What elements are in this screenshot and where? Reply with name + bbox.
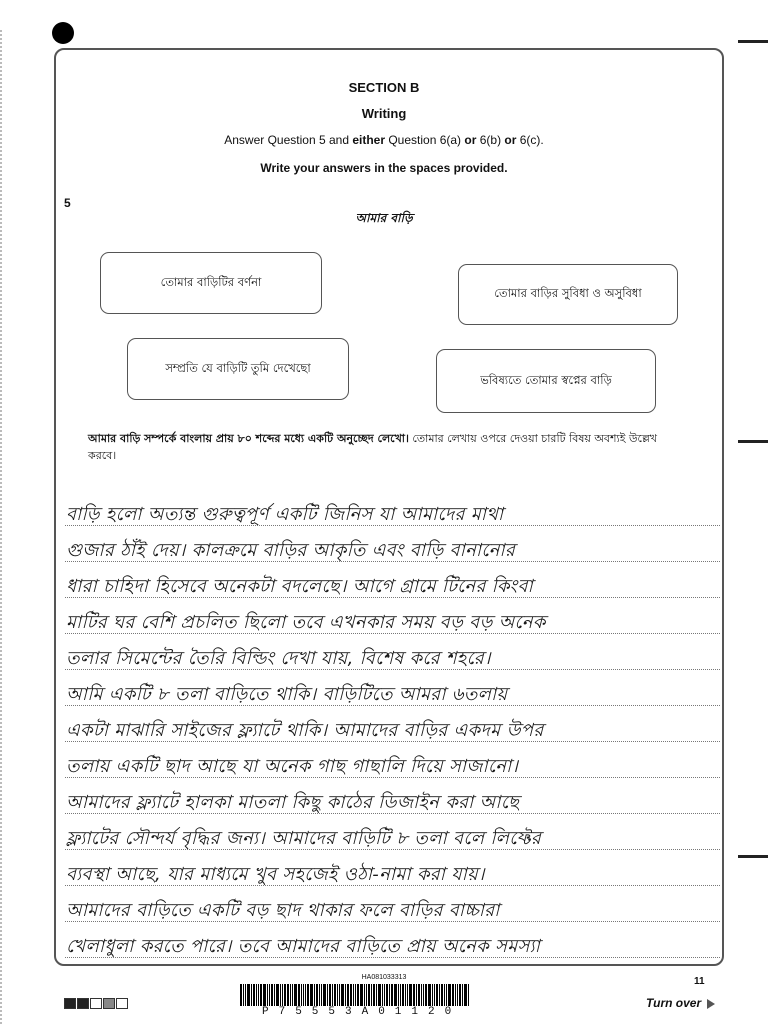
barcode [240,984,530,1006]
barcode-bar [332,984,333,1006]
barcode-bar [263,984,266,1006]
barcode-bar [260,984,262,1006]
barcode-bar [355,984,356,1006]
barcode-bar [314,984,315,1006]
barcode-bar [457,984,458,1006]
barcode-bar [303,984,304,1006]
barcode-bar [413,984,415,1006]
barcode-bar [423,984,424,1006]
barcode-bar [407,984,408,1006]
barcode-bar [319,984,320,1006]
topic-box: তোমার বাড়িটির বর্ণনা [100,252,322,314]
barcode-bar [441,984,443,1006]
barcode-bar [360,984,363,1006]
turn-over-label: Turn over [646,996,715,1010]
barcode-bar [455,984,456,1006]
barcode-bar [368,984,370,1006]
barcode-bar [446,984,447,1006]
section-subheading: Writing [361,106,407,121]
barcode-bar [373,984,375,1006]
handwritten-line: আমি একটি ৮ তলা বাড়িতে থাকি। বাড়িটিতে আমরা ৬তলায় [66,684,508,705]
barcode-bar [357,984,359,1006]
barcode-bar [405,984,406,1006]
handwritten-line: ধারা চাহিদা হিসেবে অনেকটা বদলেছে। আগে গ্রামে টিনের কিংবা [66,576,533,597]
question-title: আমার বাড়ি [355,211,413,225]
barcode-bar [251,984,252,1006]
barcode-bar [462,984,463,1006]
question-number: 5 [64,196,71,210]
topic-box: ভবিষ্যতে তোমার স্বপ্নের বাড়ি [436,349,656,413]
handwritten-line: তলায় একটি ছাদ আছে যা অনেক গাছ গাছালি দিয়ে সাজানো। [66,756,519,777]
margin-mark [738,855,768,858]
handwritten-line: ফ্ল্যাটের সৌন্দর্য বৃদ্ধির জন্য। আমাদের বাড়িটি ৮ তলা বলে লিফ্টের [66,828,542,849]
barcode-bar [334,984,336,1006]
handwritten-line: গুজার ঠাঁই দেয়। কালক্রমে বাড়ির আকৃতি এবং বাড়ি বানানোর [66,540,516,561]
handwritten-line: একটা মাঝারি সাইজের ফ্ল্যাটে থাকি। আমাদের বাড়ির একদম উপর [66,720,544,741]
topic-box: সম্প্রতি যে বাড়িটি তুমি দেখেছো [127,338,349,400]
barcode-bar [432,984,433,1006]
handwritten-line: মাটির ঘর বেশি প্রচলিত ছিলো তবে এখনকার সময় বড় বড় অনেক [66,612,546,633]
barcode-bar [402,984,404,1006]
barcode-bar [350,984,352,1006]
handwritten-line: বাড়ি হলো অত্যন্ত গুরুত্বপূর্ণ একটি জিনিস যা আমাদের মাথা [66,504,504,525]
barcode-bar [329,984,331,1006]
barcode-bar [274,984,275,1006]
perforation-line [0,30,4,1024]
barcode-bar [307,984,309,1006]
barcode-bar [345,984,346,1006]
barcode-bar [400,984,401,1006]
barcode-bar [428,984,431,1006]
barcode-bar [294,984,297,1006]
barcode-bar [353,984,354,1006]
barcode-digits: P75553A01120 [262,1006,462,1018]
barcode-bar [425,984,427,1006]
barcode-bar [271,984,273,1006]
arrow-right-icon [707,999,715,1009]
barcode-bar [371,984,372,1006]
barcode-bar [258,984,259,1006]
barcode-bar [280,984,281,1006]
barcode-bar [301,984,302,1006]
barcode-bar [327,984,328,1006]
handwritten-line: আমাদের ফ্ল্যাটে হালকা মাতলা কিছু কাঠের ডিজাইন করা আছে [66,792,520,813]
barcode-bar [418,984,420,1006]
registration-dot [52,22,74,44]
handwritten-line: খেলাধুলা করতে পারে। তবে আমাদের বাড়িতে প্রায় অনেক সমস্যা [66,936,541,957]
barcode-bar [341,984,344,1006]
document-code: HA081033313 [361,974,407,981]
barcode-bar [321,984,322,1006]
barcode-bar [256,984,257,1006]
barcode-bar [347,984,349,1006]
margin-mark [738,440,768,443]
question-prompt: আমার বাড়ি সম্পর্কে বাংলায় প্রায় ৮০ শব্দের মধ্যে একটি অনুচ্ছেদ লেখো। তোমার লেখায় ওপরে দেওয়া চারটি বিষয় অবশ্যই উল্লেখ করবে। [88,432,657,462]
barcode-bar [240,984,242,1006]
barcode-bar [276,984,279,1006]
barcode-bar [253,984,255,1006]
page-number: 11 [694,976,705,987]
barcode-bar [436,984,438,1006]
barcode-bar [452,984,454,1006]
barcode-bar [464,984,467,1006]
marker-squares [64,998,129,1009]
barcode-bar [416,984,417,1006]
handwritten-line: ব্যবস্থা আছে, যার মাধ্যমে খুব সহজেই ওঠা-নামা করা যায়। [66,864,485,885]
section-heading: SECTION B [348,80,420,95]
handwritten-line: আমাদের বাড়িতে একটি বড় ছাদ থাকার ফলে বাড়ির বাচ্চারা [66,900,500,921]
barcode-bar [267,984,268,1006]
barcode-bar [376,984,377,1006]
barcode-bar [444,984,445,1006]
barcode-bar [382,984,383,1006]
handwritten-line: তলার সিমেন্টের তৈরি বিল্ডিং দেখা যায়, বিশেষ করে শহরে। [66,648,491,669]
barcode-bar [364,984,365,1006]
barcode-bar [448,984,451,1006]
barcode-bar [439,984,440,1006]
barcode-bar [409,984,412,1006]
barcode-bar [384,984,385,1006]
barcode-bar [310,984,313,1006]
barcode-bar [243,984,244,1006]
barcode-bar [468,984,469,1006]
topic-box: তোমার বাড়ির সুবিধা ও অসুবিধা [458,264,678,325]
barcode-bar [378,984,381,1006]
barcode-bar [337,984,338,1006]
barcode-bar [386,984,388,1006]
barcode-bar [245,984,246,1006]
barcode-bar [389,984,390,1006]
barcode-bar [269,984,270,1006]
barcode-bar [316,984,318,1006]
barcode-bar [282,984,283,1006]
barcode-bar [287,984,289,1006]
margin-mark [738,40,768,43]
barcode-bar [305,984,306,1006]
barcode-bar [398,984,399,1006]
barcode-bar [323,984,326,1006]
barcode-bar [247,984,250,1006]
barcode-bar [366,984,367,1006]
barcode-bar [298,984,300,1006]
barcode-bar [421,984,422,1006]
barcode-bar [394,984,397,1006]
spaces-note: Write your answers in the spaces provided. [260,161,508,175]
barcode-bar [290,984,291,1006]
barcode-bar [284,984,286,1006]
barcode-bar [391,984,393,1006]
barcode-bar [434,984,435,1006]
barcode-bar [459,984,461,1006]
section-instruction: Answer Question 5 and either Question 6(a) or 6(b) or 6(c). [224,133,544,147]
barcode-bar [292,984,293,1006]
barcode-bar [339,984,340,1006]
